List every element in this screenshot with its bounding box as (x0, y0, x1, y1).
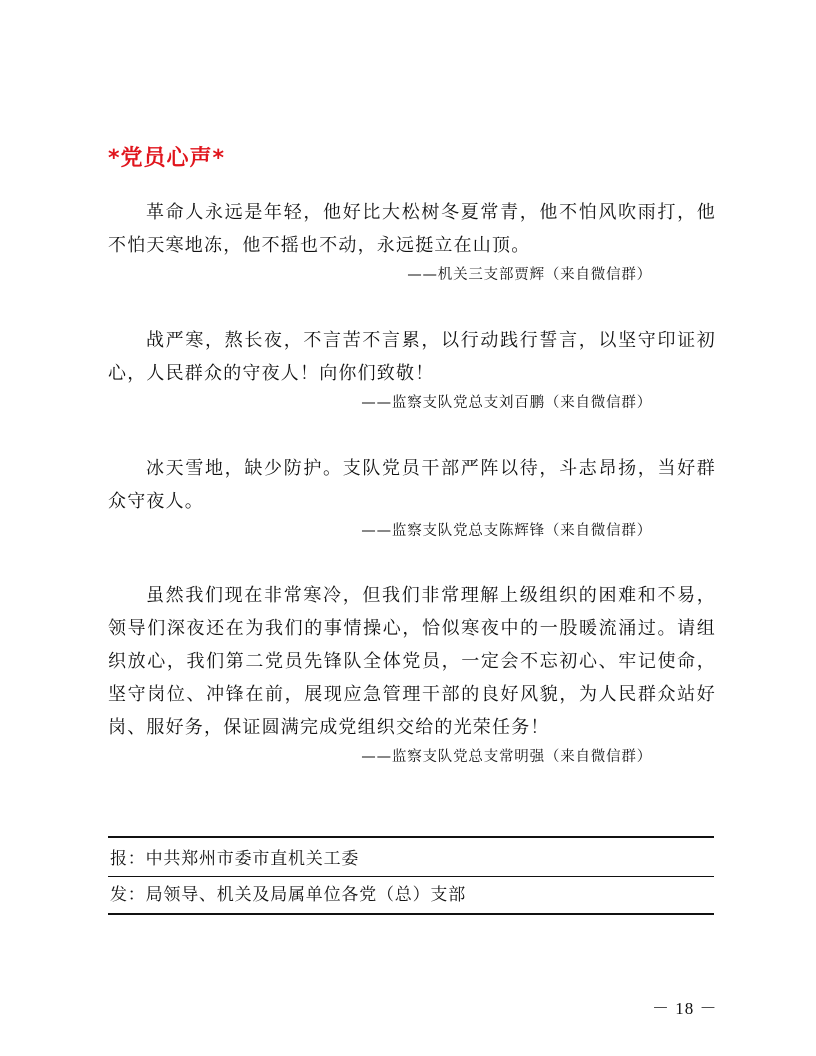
message-text: 虽然我们现在非常寒冷，但我们非常理解上级组织的困难和不易，领导们深夜还在为我们的事情操心，恰似寒夜中的一股暖流涌过。请组织放心，我们第二党员先锋队全体党员，一定会不忘初心、牢记使命，坚守岗位、冲锋在前，展现应急管理干部的良好风貌，为人民群众站好岗、服好务，保证圆满完成党组织交给的光荣任务！ (108, 585, 716, 738)
message-entry (108, 324, 716, 414)
section-title: *党员心声* (108, 146, 226, 171)
report-to-line: 报：中共郑州市委市直机关工委 (110, 849, 360, 869)
send-to-line: 发：局领导、机关及局属单位各党（总）支部 (110, 885, 466, 905)
message-entry (108, 452, 716, 542)
message-signature: ——监察支队党总支刘百鹏（来自微信群） (361, 395, 652, 411)
message-signature: ——监察支队党总支常明强（来自微信群） (361, 749, 652, 765)
message-signature: ——机关三支部贾辉（来自微信群） (407, 267, 652, 283)
message-signature: ——监察支队党总支陈辉锋（来自微信群） (361, 523, 652, 539)
message-text: 冰天雪地，缺少防护。支队党员干部严阵以待，斗志昂扬，当好群众守夜人。 (108, 458, 716, 512)
message-text: 战严寒，熬长夜，不言苦不言累，以行动践行誓言，以坚守印证初心，人民群众的守夜人！向你们致敬！ (108, 330, 716, 384)
message-entry (108, 196, 716, 286)
page-number: － 18 － (652, 999, 718, 1018)
bottom-rule (108, 913, 714, 915)
distribution-block (108, 836, 714, 915)
message-entry (108, 579, 716, 768)
message-text: 革命人永远是年轻，他好比大松树冬夏常青，他不怕风吹雨打，他不怕天寒地冻，他不摇也不动，永远挺立在山顶。 (108, 202, 716, 256)
